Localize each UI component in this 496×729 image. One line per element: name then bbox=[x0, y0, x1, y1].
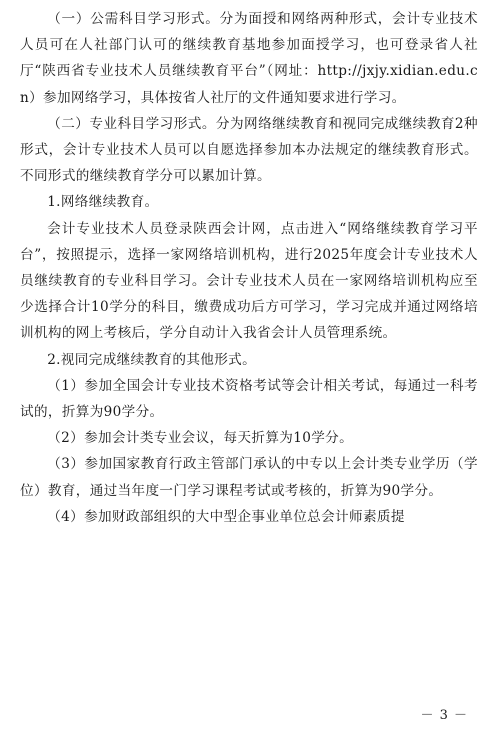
list-item-degree: （3）参加国家教育行政主管部门承认的中专以上会计类专业学历（学位）教育，通过当年度一门学习课程考试或考核的，折算为90学分。 bbox=[20, 456, 478, 499]
heading-equivalent-forms: 2.视同完成继续教育的其他形式。 bbox=[47, 351, 257, 368]
paragraph-online-education: 会计专业技术人员登录陕西会计网，点击进入“网络继续教育学习平台”，按照提示，选择一家网络培训机构，进行2025年度会计专业技术人员继续教育的专业科目学习。会计专业技术人员在一家网络培训机构应至少选择合计10学分的科目，缴费成功后方可学习，学习完成并通过网络培训机构的网上考核后，学分自动计入我省会计人员管理系统。 bbox=[20, 220, 478, 342]
list-item-conference: （2）参加会计类专业会议，每天折算为10学分。 bbox=[47, 430, 354, 447]
page-number: － 3 － bbox=[420, 708, 468, 723]
paragraph-public-subjects: （一）公需科目学习形式。分为面授和网络两种形式，会计专业技术人员可在人社部门认可的继续教育基地参加面授学习，也可登录省人社厅“陕西省专业技术人员继续教育平台”（网址：http://jxjy.xidian.edu.cn）参加网络学习，具体按省人社厅的文件通知要求进行学习。 bbox=[20, 11, 478, 106]
heading-online-education: 1.网络继续教育。 bbox=[47, 194, 159, 211]
list-item-exam: （1）参加全国会计专业技术资格考试等会计相关考试，每通过一科考试的，折算为90学分。 bbox=[20, 377, 478, 421]
paragraph-professional-subjects: （二）专业科目学习形式。分为网络继续教育和视同完成继续教育2种形式，会计专业技术人员可以自愿选择参加本办法规定的继续教育形式。不同形式的继续教育学分可以累加计算。 bbox=[20, 115, 478, 185]
list-item-training: （4）参加财政部组织的大中型企事业单位总会计师素质提 bbox=[47, 508, 405, 525]
